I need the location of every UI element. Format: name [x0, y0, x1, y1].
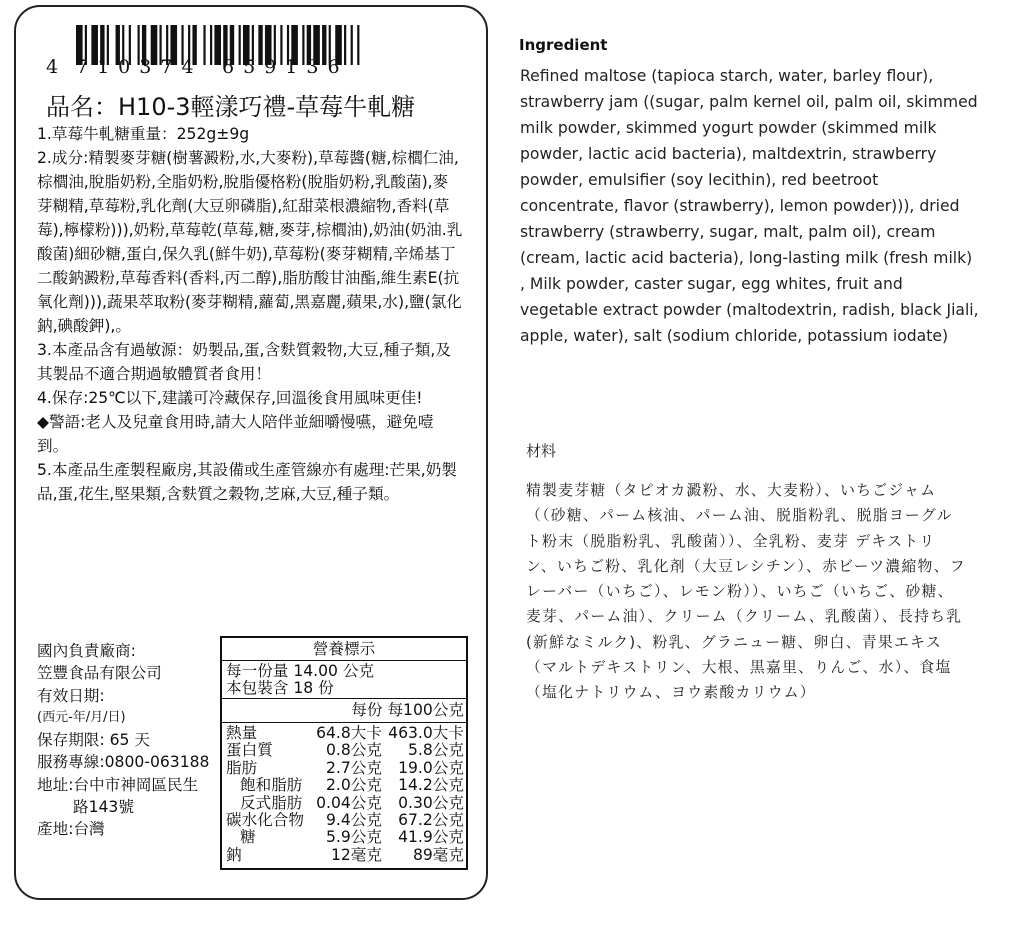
- address-line-2: 路143號: [73, 798, 134, 817]
- service-hotline: 服務專線:0800-063188: [37, 753, 210, 772]
- serving-size: 每一份量 14.00 公克: [226, 662, 375, 680]
- nutrition-row: [222, 725, 466, 742]
- english-ingredient-title: Ingredient: [519, 36, 608, 54]
- address-line-1: 地址:台中市神岡區民生: [37, 775, 199, 794]
- manufacturer-info: [37, 640, 227, 841]
- nutrient-name: 脂肪: [226, 758, 258, 777]
- barcode-number: [46, 56, 349, 78]
- english-ingredient-text: Refined maltose (tapioca starch, water, barley flour), strawberry jam ((sugar, palm kernel oil, palm oil, skimmed milk powder, skimmed yogurt powder (skimmed milk powder, lactic acid bacteria), maltdextrin, strawberry powder, emulsifier (soy lecithin), red beetroot concentrate, flavor (strawberry), lemon powder))), dried strawberry (strawberry, sugar, malt, palm oil), cream (cream, lactic acid bacteria), long-lasting milk (fresh milk) , Milk powder, caster sugar, egg whites, fruit and vegetable extract powder (maltodextrin, radish, black Jiali, apple, water), salt (sodium chloride, potassium iodate): [520, 67, 979, 345]
- nutrition-serving-info: [222, 661, 466, 699]
- per-serving-value: 2.7公克: [326, 758, 382, 777]
- date-format: (西元-年/月/日): [37, 709, 126, 725]
- nutrition-row: [222, 795, 466, 812]
- origin: 產地:台灣: [37, 820, 105, 839]
- nutrient-name: 熱量: [226, 724, 258, 742]
- nutrient-name: 糖: [240, 828, 256, 847]
- per-100g-value: 14.2公克: [398, 776, 464, 795]
- per-serving-value: 2.0公克: [326, 776, 382, 795]
- per-serving-value: 64.8大卡: [316, 724, 382, 742]
- nutrition-row: [222, 742, 466, 759]
- nutrition-row: [222, 760, 466, 777]
- nutrition-row: [222, 829, 466, 846]
- barcode-first-digit: 4: [46, 56, 60, 78]
- warning-line: ◆警語:老人及兒童食用時,請大人陪伴並細嚼慢嚥，避免噎到。: [37, 413, 434, 455]
- nutrient-name: 鈉: [226, 845, 242, 864]
- nutrient-name: 飽和脂肪: [240, 776, 303, 795]
- nutrition-row: [222, 812, 466, 829]
- per-100g-value: 463.0大卡: [388, 724, 464, 742]
- nutrient-name: 蛋白質: [226, 741, 273, 760]
- per-serving-value: 5.9公克: [326, 828, 382, 847]
- company-name: 笠豐食品有限公司: [37, 664, 162, 683]
- shelf-life: 保存期限: 65 天: [37, 731, 150, 750]
- per-serving-value: 0.04公克: [316, 793, 382, 812]
- allergen-line: 3.本產品含有過敏源：奶製品,蛋,含麩質穀物,大豆,種子類,及其製品不適合期過敏體質者食用！: [37, 341, 451, 383]
- net-weight-line: 1.草莓牛軋糖重量：252g±9g: [37, 125, 250, 143]
- per-100g-value: 0.30公克: [398, 793, 464, 812]
- per-serving-value: 9.4公克: [326, 810, 382, 829]
- maker-label: 國內負責廠商:: [37, 642, 136, 660]
- nutrition-row: [222, 847, 466, 864]
- per-100g-value: 41.9公克: [398, 828, 464, 847]
- ingredients-line: 2.成分:精製麥芽糖(樹薯澱粉,水,大麥粉),草莓醬(糖,棕櫚仁油,棕櫚油,脫脂奶粉,全脂奶粉,脫脂優格粉(脫脂奶粉,乳酸菌),麥芽糊精,草莓粉,乳化劑(大豆卵磷脂),紅甜菜根濃縮物,香料(草莓),檸檬粉))),奶粉,草莓乾(草莓,糖,麥芽,棕櫚油),奶油(奶油.乳酸菌)細砂糖,蛋白,保久乳(鮮牛奶),草莓粉(麥芽糊精,辛烯基丁二酸鈉澱粉,草莓香料(香料,丙二醇),脂肪酸甘油酯,維生素E(抗氧化劑))),蔬果萃取粉(麥芽糊精,蘿蔔,黑嘉麗,蘋果,水),鹽(氯化鈉,碘酸鉀),。: [37, 149, 463, 335]
- japanese-ingredient-text: 精製麦芽糖（タピオカ澱粉、水、大麦粉）、いちごジャム（（砂糖、パーム核油、パーム油、脱脂粉乳、脱脂ヨーグルト粉末（脱脂粉乳、乳酸菌））、全乳粉、麦芽 デキストリン、いちご粉、乳化剤（大豆レシチン）、赤ビーツ濃縮物、フレーバー（いちご）、レモン粉））、いちご（いちご、砂糖、麦芽、パーム油）、クリーム（クリーム、乳酸菌）、長持ち乳(新鮮なミルク)、粉乳、グラニュー糖、卵白、青果エキス（マルトデキストリン、大根、黒嘉里、りんご、水）、食塩（塩化ナトリウム、ヨウ素酸カリウム）: [526, 482, 966, 702]
- per-serving-value: 0.8公克: [326, 741, 382, 760]
- product-name: 品名：H10-3輕漾巧禮-草莓牛軋糖: [46, 93, 416, 121]
- japanese-ingredient-title: 材料: [526, 442, 557, 460]
- nutrition-column-headers: [222, 699, 466, 723]
- barcode-right-digits: 659136: [222, 56, 349, 78]
- nutrient-name: 反式脂肪: [240, 793, 303, 812]
- per-100g-header: 每100公克: [387, 701, 464, 719]
- per-100g-value: 67.2公克: [398, 810, 464, 829]
- per-100g-value: 89毫克: [412, 845, 464, 864]
- nutrition-row: [222, 777, 466, 794]
- facility-line: 5.本產品生產製程廠房,其設備或生產管線亦有處理:芒果,奶製品,蛋,花生,堅果類,含麩質之穀物,芝麻,大豆,種子類。: [37, 461, 457, 503]
- per-100g-value: 5.8公克: [408, 741, 464, 760]
- expiry-label: 有效日期:: [37, 686, 105, 705]
- nutrition-title: 營養標示: [222, 638, 466, 661]
- servings-per-package: 本包裝含 18 份: [226, 679, 334, 697]
- storage-line: 4.保存:25℃以下,建議可冷藏保存,回溫後食用風味更佳!: [37, 389, 423, 407]
- per-serving-value: 12毫克: [330, 845, 382, 864]
- barcode-left-digits: 710374: [76, 56, 203, 78]
- nutrient-name: 碳水化合物: [226, 810, 304, 829]
- nutrition-facts-table: [220, 636, 468, 870]
- label-body-text: [37, 122, 463, 506]
- per-100g-value: 19.0公克: [398, 758, 464, 777]
- nutrition-rows: [222, 723, 466, 864]
- per-serving-header: 每份: [351, 701, 383, 719]
